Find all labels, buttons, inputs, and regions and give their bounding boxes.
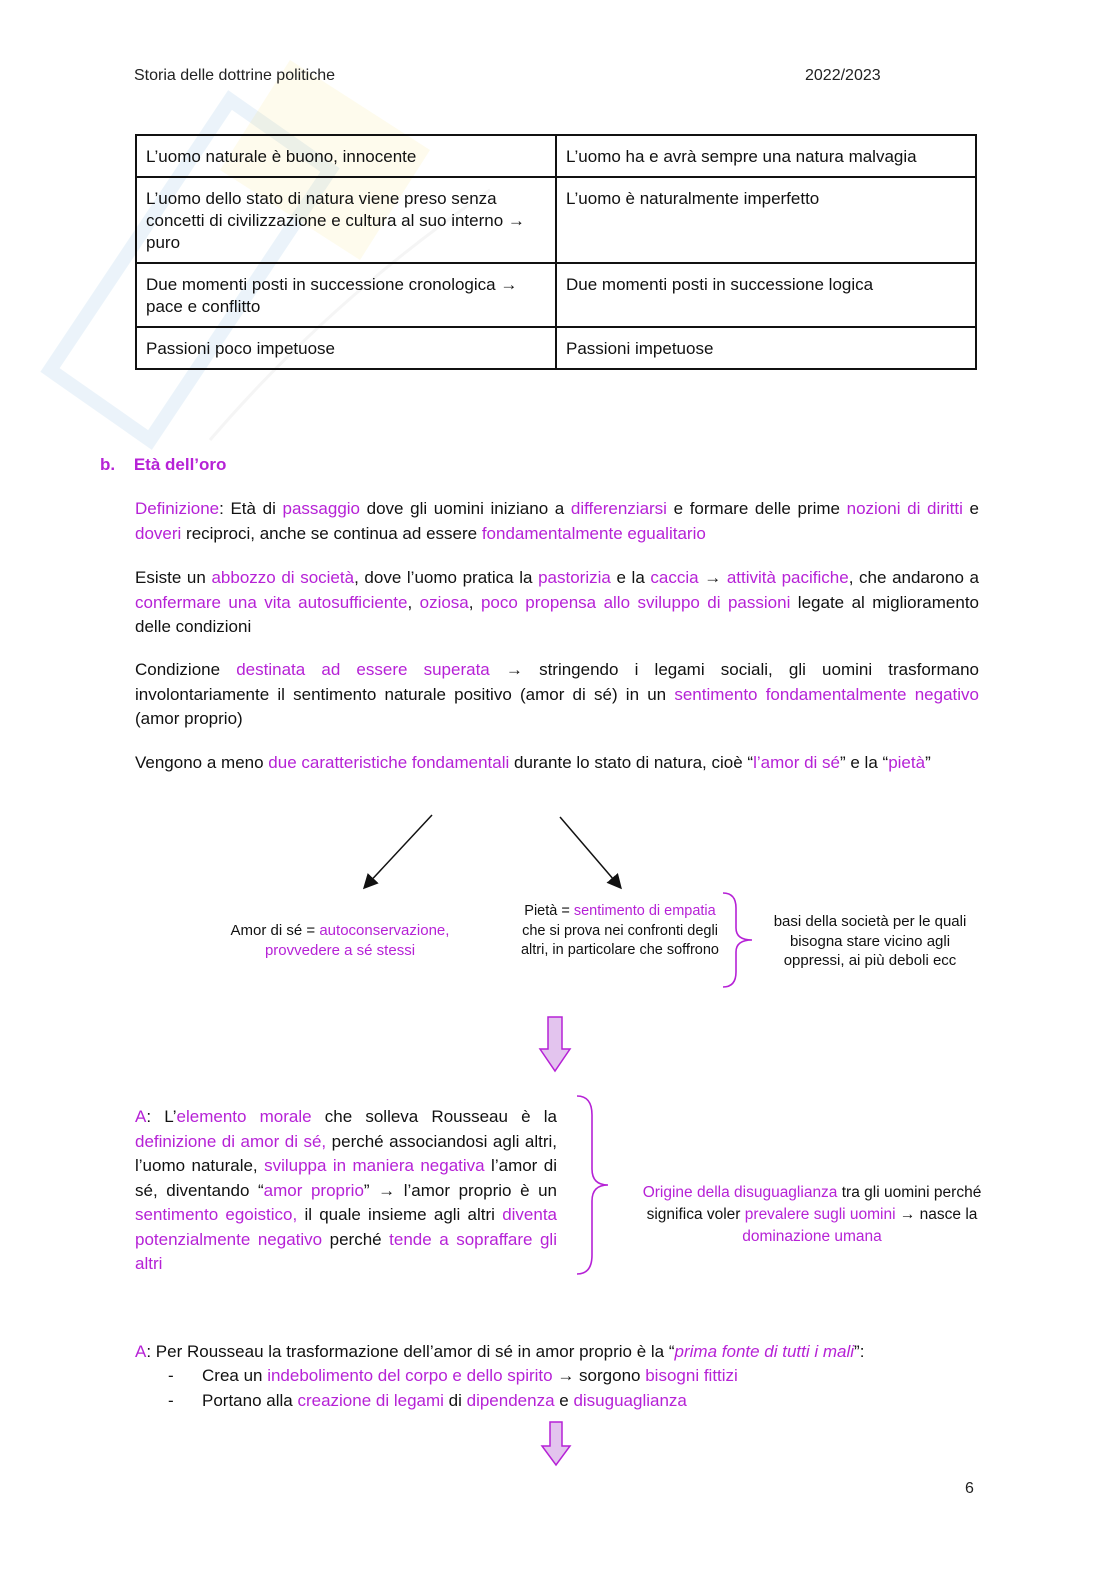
table-cell: L’uomo è naturalmente imperfetto <box>556 177 976 263</box>
table-cell: L’uomo dello stato di natura viene preso senza concetti di civilizzazione e cultura al suo interno → puro <box>136 177 556 263</box>
page-number: 6 <box>965 1480 974 1497</box>
table-cell: Passioni impetuose <box>556 327 976 369</box>
table-cell: Passioni poco impetuose <box>136 327 556 369</box>
branch-arrows <box>350 805 650 900</box>
table-cell: Due momenti posti in successione logica <box>556 263 976 327</box>
paragraph-amor-proprio: A: L’elemento morale che solleva Rousseau è la definizione di amor di sé, perché associandosi agli altri, l’uomo naturale, sviluppa in maniera negativa l’amor di sé, diventando “amor proprio” → l’amor proprio è un sentimento egoistico, il quale insieme agli altri diventa potenzialmente negativo perché tende a sopraffare gli altri <box>135 1107 558 1273</box>
arrow-right <box>560 817 620 887</box>
section-letter: b. <box>100 455 116 474</box>
list-item: - Portano alla creazione di legami di dipendenza e disuguaglianza <box>168 1391 687 1410</box>
table-cell: L’uomo ha e avrà sempre una natura malvagia <box>556 135 976 177</box>
table-row <box>136 263 976 327</box>
amor-di-se-box: Amor di sé = autoconservazione, provvedere a sé stessi <box>230 922 450 959</box>
down-arrow-icon <box>540 1420 572 1468</box>
table-row <box>136 135 976 177</box>
down-arrow-icon <box>538 1015 572 1073</box>
origine-text: Origine della disuguaglianza tra gli uomini perché significa voler prevalere sugli uomini → nasce la dominazione umana <box>642 1184 982 1245</box>
section-title: Età dell’oro <box>133 455 227 474</box>
header-year: 2022/2023 <box>805 67 881 84</box>
paragraph-society: Esiste un abbozzo di società, dove l’uomo pratica la pastorizia e la caccia → attività pacifiche, che andarono a confermare una vita autosufficiente, oziosa, poco propensa allo sviluppo di passioni legate al miglioramento delle condizioni <box>135 568 980 636</box>
section-heading <box>100 455 226 475</box>
list-item: - Crea un indebolimento del corpo e dello spirito → sorgono bisogni fittizi <box>168 1366 738 1385</box>
comparison-table <box>135 134 977 370</box>
brace-amor-proprio <box>572 1093 612 1278</box>
paragraph-condition: Condizione destinata ad essere superata → stringendo i legami sociali, gli uomini trasformano involontariamente il sentimento naturale positivo (amor di sé) in un sentimento fondamentalmente negativo (amor proprio) <box>135 660 979 728</box>
paragraph-prima-fonte: A: Per Rousseau la trasformazione dell’amor di sé in amor proprio è la “prima fonte di tutti i mali”: <box>135 1342 865 1361</box>
paragraph-definition: Definizione: Età di passaggio dove gli uomini iniziano a differenziarsi e formare delle prime nozioni di diritti e doveri reciproci, anche se continua ad essere fondamentalmente egualitario <box>135 499 979 543</box>
paragraph-characteristics: Vengono a meno due caratteristiche fondamentali durante lo stato di natura, cioè “l’amor di sé” e la “pietà” <box>135 753 931 772</box>
pieta-box: Pietà = sentimento di empatia che si prova nei confronti degli altri, in particolare che soffrono <box>520 903 719 958</box>
header-title: Storia delle dottrine politiche <box>134 67 336 84</box>
brace-pieta <box>718 890 758 990</box>
table-row <box>136 327 976 369</box>
table-row <box>136 177 976 263</box>
table-cell: L’uomo naturale è buono, innocente <box>136 135 556 177</box>
table-cell: Due momenti posti in successione cronologica → pace e conflitto <box>136 263 556 327</box>
basi-text: basi della società per le quali bisogna stare vicino agli oppressi, ai più deboli ecc <box>773 913 967 969</box>
arrow-left <box>365 815 432 887</box>
